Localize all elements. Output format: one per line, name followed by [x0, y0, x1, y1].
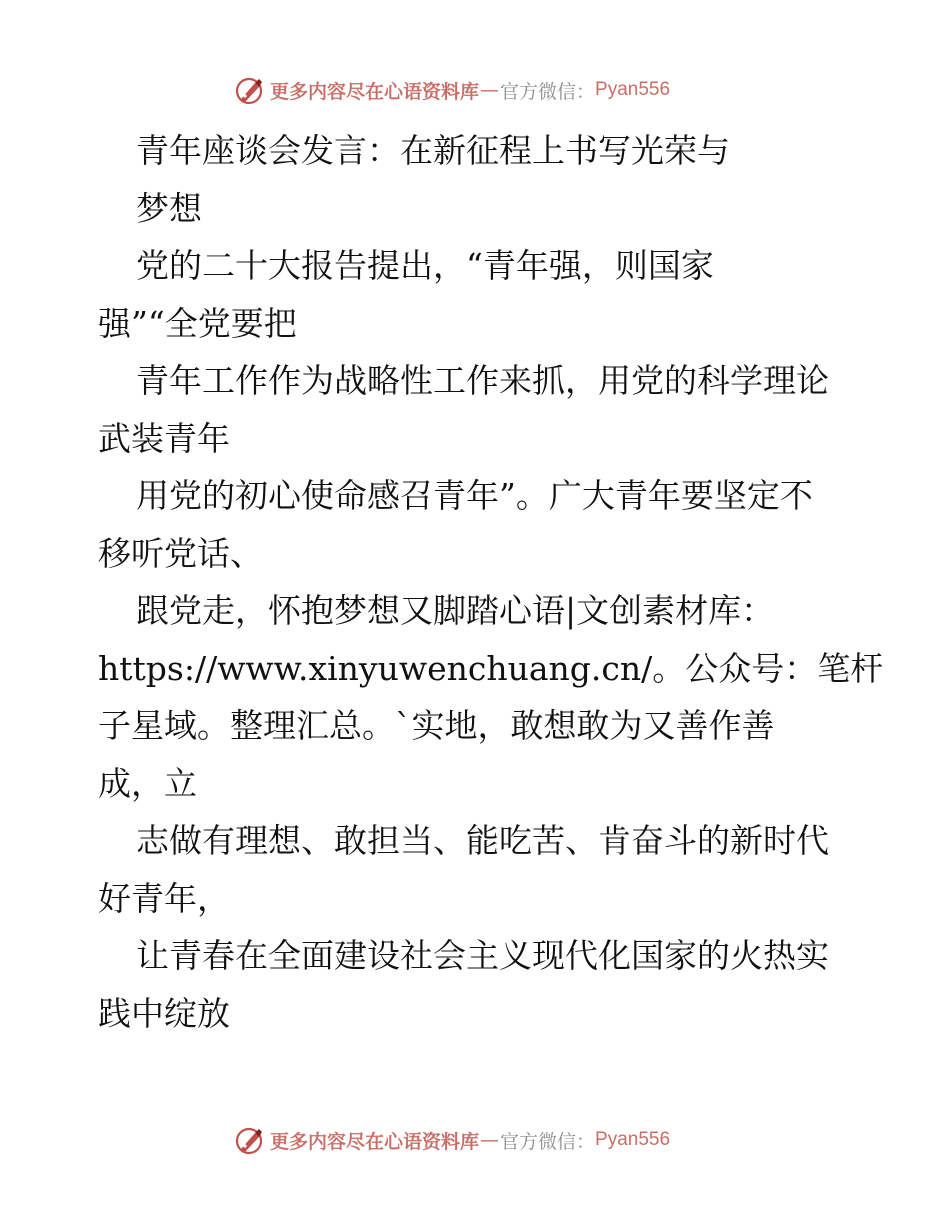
text-line: 跟党走，怀抱梦想又脚踏心语|文创素材库： [136, 591, 775, 630]
document-body [98, 122, 884, 1042]
text-line: 武装青年 [98, 418, 230, 458]
text-line: 强”“全党要把 [98, 303, 297, 343]
pen-logo-icon [235, 1125, 265, 1155]
text-line: 梦想 [136, 188, 202, 228]
text-line: 移听党话、 [98, 533, 263, 573]
text-line: 青年工作作为战略性工作来抓，用党的科学理论 [136, 361, 829, 400]
text-line: 子星域。整理汇总。`实地，敢想敢为又善作善 [98, 706, 775, 745]
pen-logo-icon [235, 75, 265, 105]
watermark-wechat-id: Pyan556 [595, 79, 671, 100]
watermark-wechat-label: 官方微信： [500, 1130, 596, 1153]
watermark-dash: — [480, 1129, 500, 1151]
text-line: 青年座谈会发言：在新征程上书写光荣与 [136, 131, 730, 170]
text-line: 践中绽放 [98, 993, 230, 1033]
watermark-main-text: 更多内容尽在心语资料库 [270, 1130, 480, 1153]
text-line: 让青春在全面建设社会主义现代化国家的火热实 [136, 936, 829, 975]
text-line: 志做有理想、敢担当、能吃苦、肯奋斗的新时代 [136, 821, 829, 860]
text-line: https://www.xinyuwenchuang.cn/。公众号：笔杆 [98, 648, 884, 688]
watermark-wechat-label: 官方微信： [500, 80, 596, 103]
text-line: 好青年， [98, 878, 230, 918]
footer-watermark [235, 1123, 670, 1157]
watermark-main-text: 更多内容尽在心语资料库 [270, 80, 480, 103]
text-line: 党的二十大报告提出，“青年强，则国家 [136, 246, 714, 285]
watermark-dash: — [480, 79, 500, 101]
header-watermark [235, 73, 670, 107]
text-line: 用党的初心使命感召青年”。广大青年要坚定不 [136, 476, 813, 515]
watermark-wechat-id: Pyan556 [595, 1129, 671, 1150]
text-line: 成，立 [98, 763, 197, 803]
